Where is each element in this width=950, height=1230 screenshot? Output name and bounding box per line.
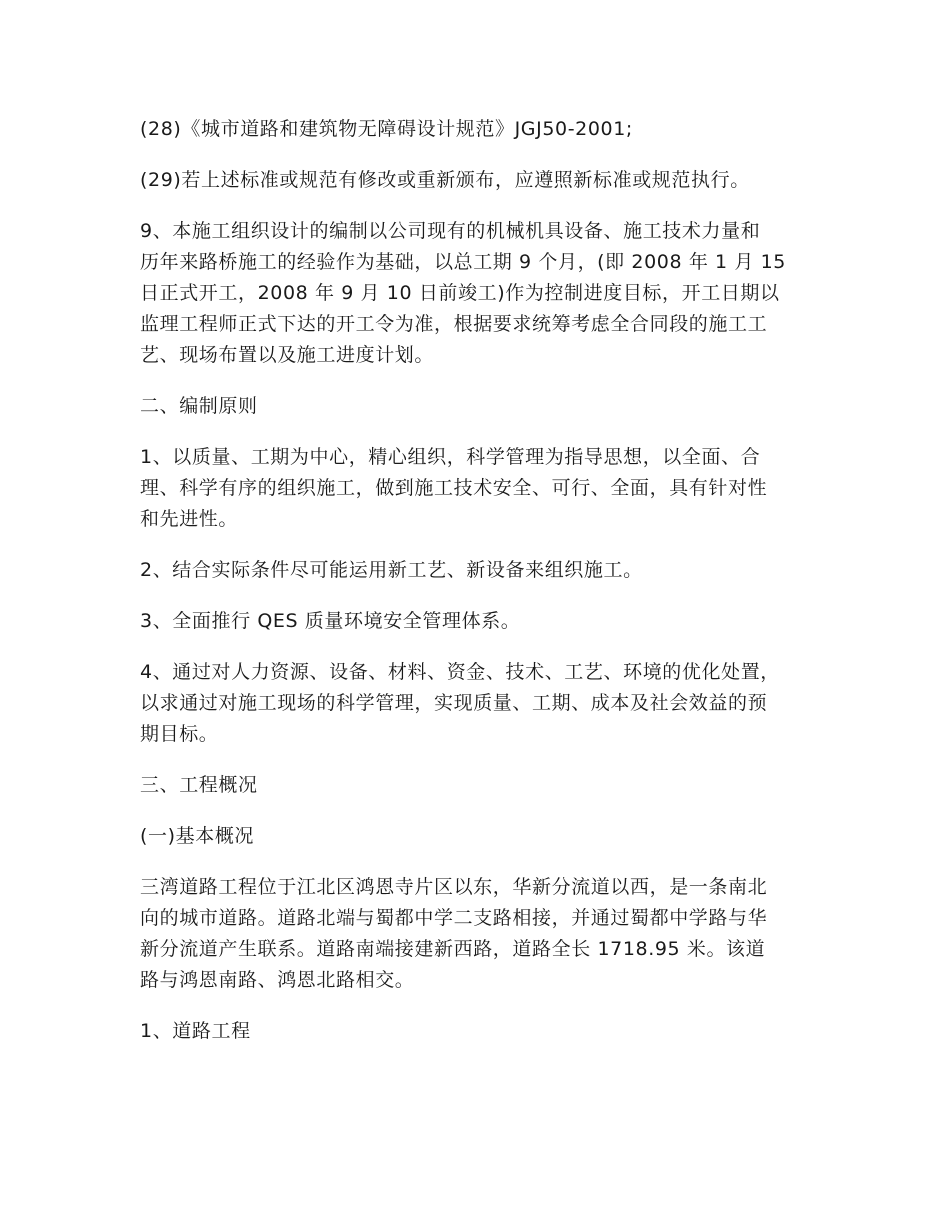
text-line: 1、以质量、工期为中心，精心组织，科学管理为指导思想，以全面、合 <box>140 446 761 468</box>
paragraph-principle-1 <box>140 442 820 535</box>
text-line: (29)若上述标准或规范有修改或重新颁布，应遵照新标准或规范执行。 <box>140 169 750 191</box>
subsection-heading-road-works <box>140 1016 820 1047</box>
text-line: 和先进性。 <box>140 508 239 530</box>
text-line: 2、结合实际条件尽可能运用新工艺、新设备来组织施工。 <box>140 559 643 581</box>
document-body <box>140 114 820 1067</box>
section-heading-overview <box>140 770 820 801</box>
text-line: 日正式开工，2008 年 9 月 10 日前竣工)作为控制进度目标，开工日期以 <box>140 282 780 304</box>
text-line: (一)基本概况 <box>140 825 255 847</box>
paragraph-standard-28 <box>140 114 820 145</box>
text-line: 4、通过对人力资源、设备、材料、资金、技术、工艺、环境的优化处置， <box>140 661 780 683</box>
text-line: 1、道路工程 <box>140 1020 251 1042</box>
text-line: 新分流道产生联系。道路南端接建新西路，道路全长 1718.95 米。该道 <box>140 938 766 960</box>
text-line: (28)《城市道路和建筑物无障碍设计规范》JGJ50-2001; <box>140 118 633 140</box>
text-line: 监理工程师正式下达的开工令为准，根据要求统筹考虑全合同段的施工工 <box>140 313 768 335</box>
paragraph-principle-3 <box>140 606 820 637</box>
text-line: 历年来路桥施工的经验作为基础，以总工期 9 个月，(即 2008 年 1 月 15 <box>140 251 786 273</box>
text-line: 三湾道路工程位于江北区鸿恩寺片区以东，华新分流道以西，是一条南北 <box>140 876 768 898</box>
paragraph-principle-4 <box>140 657 820 750</box>
subsection-heading-basic <box>140 821 820 852</box>
paragraph-standard-29 <box>140 165 820 196</box>
paragraph-principle-2 <box>140 555 820 586</box>
text-line: 向的城市道路。道路北端与蜀都中学二支路相接，并通过蜀都中学路与华 <box>140 907 768 929</box>
text-line: 9、本施工组织设计的编制以公司现有的机械机具设备、施工技术力量和 <box>140 220 761 242</box>
text-line: 路与鸿恩南路、鸿恩北路相交。 <box>140 969 415 991</box>
paragraph-basic-overview <box>140 872 820 996</box>
text-line: 三、工程概况 <box>140 774 258 796</box>
text-line: 以求通过对施工现场的科学管理，实现质量、工期、成本及社会效益的预 <box>140 692 768 714</box>
text-line: 艺、现场布置以及施工进度计划。 <box>140 344 435 366</box>
text-line: 3、全面推行 QES 质量环境安全管理体系。 <box>140 610 521 632</box>
text-line: 二、编制原则 <box>140 395 258 417</box>
text-line: 理、科学有序的组织施工，做到施工技术安全、可行、全面，具有针对性 <box>140 477 768 499</box>
text-line: 期目标。 <box>140 723 219 745</box>
section-heading-principles <box>140 391 820 422</box>
paragraph-item-9 <box>140 216 820 371</box>
